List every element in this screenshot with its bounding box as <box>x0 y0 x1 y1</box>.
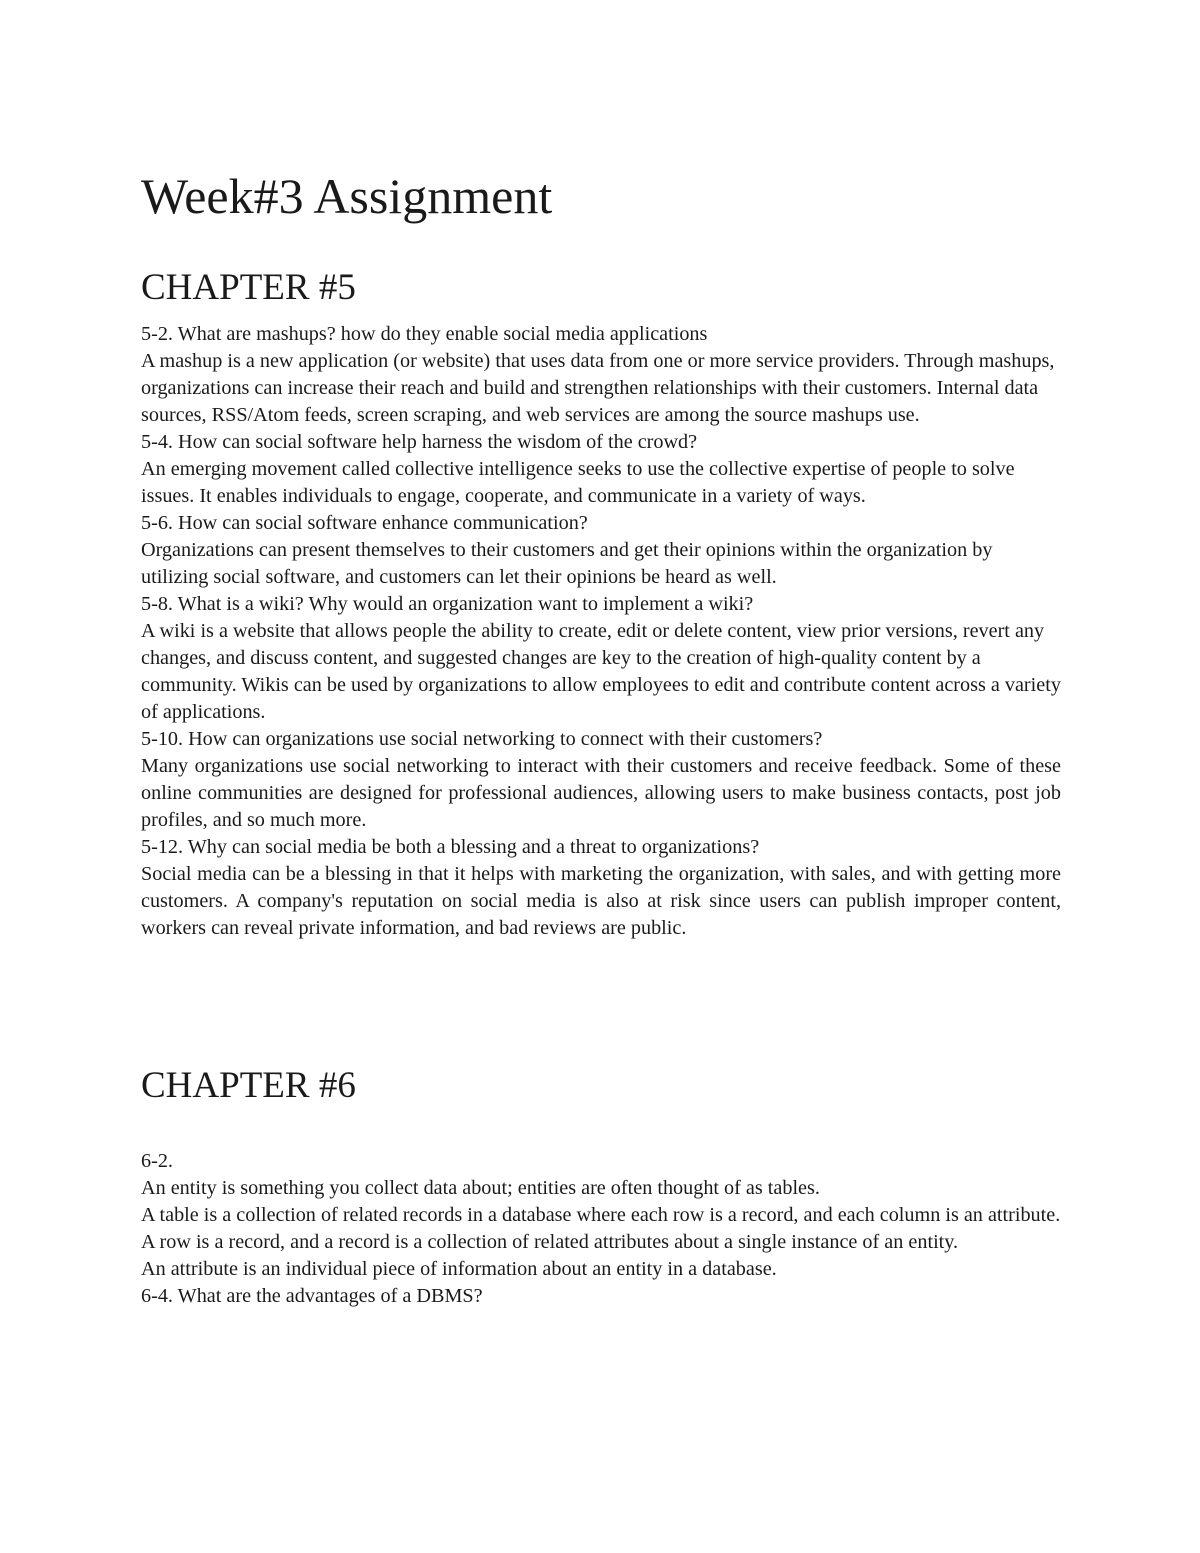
question-6-4: 6-4. What are the advantages of a DBMS? <box>141 1285 483 1307</box>
document-title: Week#3 Assignment <box>141 168 553 224</box>
attribute-definition: An attribute is an individual piece of information about an entity in a database. <box>141 1258 777 1280</box>
question-5-8: 5-8. What is a wiki? Why would an organization want to implement a wiki? <box>141 593 754 615</box>
question-5-4: 5-4. How can social software help harness the wisdom of the crowd? <box>141 431 698 453</box>
answer-5-4: An emerging movement called collective intelligence seeks to use the collective expertise of people to solve issues. It enables individuals to engage, cooperate, and communicate in a variety of ways. <box>141 458 1015 507</box>
row-definition: A row is a record, and a record is a collection of related attributes about a single instance of an entity. <box>141 1231 959 1253</box>
entity-definition: An entity is something you collect data about; entities are often thought of as tables. <box>141 1177 820 1199</box>
answer-5-8: A wiki is a website that allows people the ability to create, edit or delete content, view prior versions, revert any changes, and discuss content, and suggested changes are key to the creation of high-quality content by a community. Wikis can be used by organizations to allow employees to edit and contribute content across a variety of applications. <box>141 620 1061 723</box>
question-5-12: 5-12. Why can social media be both a blessing and a threat to organizations? <box>141 836 760 858</box>
question-6-2-label: 6-2. <box>141 1150 173 1172</box>
chapter-5-content <box>141 321 1061 942</box>
question-5-2: 5-2. What are mashups? how do they enable social media applications <box>141 323 708 345</box>
chapter-6-content <box>141 1148 1061 1310</box>
table-definition: A table is a collection of related records in a database where each row is a record, and each column is an attribute. <box>141 1204 1061 1226</box>
answer-5-10: Many organizations use social networking to interact with their customers and receive feedback. Some of these online communities are designed for professional audiences, allowing users to make business contacts, post job profiles, and so much more. <box>141 755 1061 831</box>
answer-5-12: Social media can be a blessing in that it helps with marketing the organization, with sales, and with getting more customers. A company's reputation on social media is also at risk since users can publish improper content, workers can reveal private information, and bad reviews are public. <box>141 863 1061 939</box>
chapter-5-heading: CHAPTER #5 <box>141 267 356 308</box>
answer-5-2: A mashup is a new application (or website) that uses data from one or more service providers. Through mashups, organizations can increase their reach and build and strengthen relationships with their customers. Internal data sources, RSS/Atom feeds, screen scraping, and web services are among the source mashups use. <box>141 350 1055 426</box>
question-5-10: 5-10. How can organizations use social networking to connect with their customers? <box>141 728 823 750</box>
answer-5-6: Organizations can present themselves to their customers and get their opinions within the organization by utilizing social software, and customers can let their opinions be heard as well. <box>141 539 993 588</box>
question-5-6: 5-6. How can social software enhance communication? <box>141 512 588 534</box>
chapter-6-heading: CHAPTER #6 <box>141 1065 356 1106</box>
